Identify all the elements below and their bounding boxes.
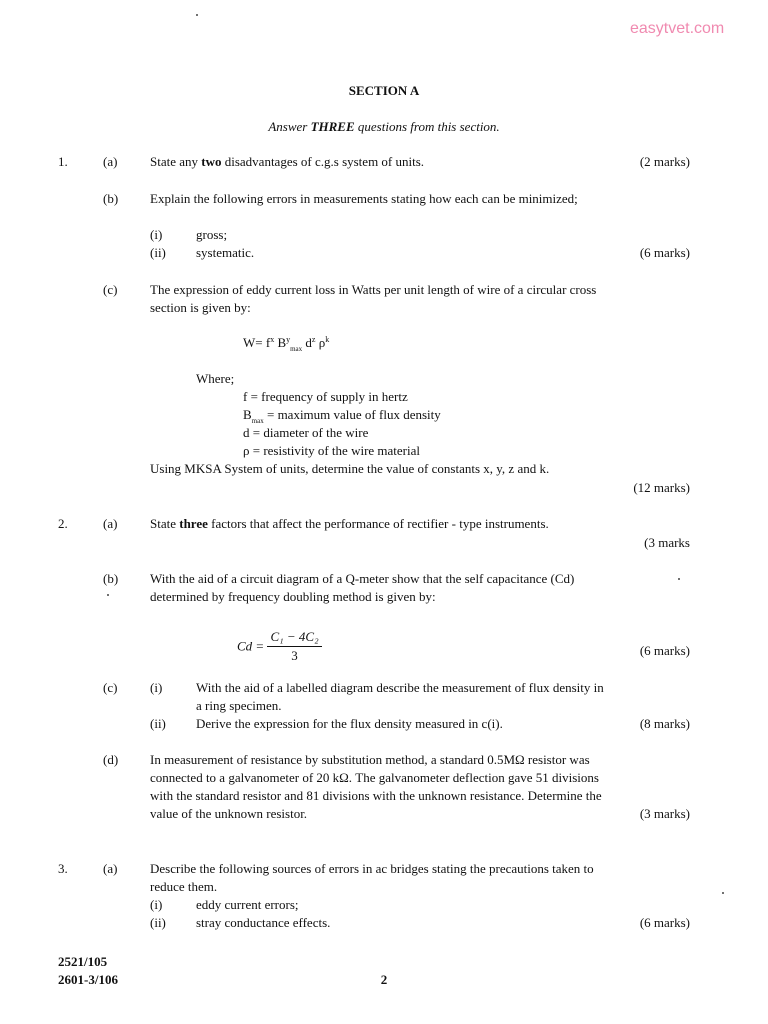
scan-speck [678, 578, 680, 580]
q2d-text-line4: value of the unknown resistor. [150, 806, 308, 821]
q1c-text-line1: The expression of eddy current loss in Watts per unit length of wire of a circular cross [150, 282, 597, 297]
q1b-marks: (6 marks) [639, 245, 690, 260]
definition-line: $B_{max}$ = maximum value of flux density [243, 407, 441, 425]
q2b-label: (b) [103, 571, 119, 586]
scan-speck [107, 594, 109, 596]
q2d-label: (d) [103, 752, 119, 767]
q2c-ii-text: Derive the expression for the flux density measured in c(i). [196, 716, 503, 731]
q1b-item-text: gross; [196, 227, 228, 242]
q1-number: 1. [58, 154, 68, 169]
self-capacitance-formula: Cd = $\frac{\text{C₁ − 4C₂}}{3}$ [237, 628, 322, 665]
q1a-text: State any two disadvantages of c.g.s system of units. [150, 154, 425, 169]
definition-line: f = frequency of supply in hertz [243, 389, 408, 404]
footer-code-1: 2521/105 [58, 954, 108, 969]
q2d-marks: (3 marks) [639, 806, 690, 821]
q2c-i-line1: With the aid of a labelled diagram describe the measurement of flux density in [196, 680, 604, 695]
q2c-i-line2: a ring specimen. [196, 698, 282, 713]
q2a-text: State three factors that affect the performance of rectifier - type instruments. [150, 516, 549, 531]
q3a-item-label: (i) [150, 897, 163, 912]
q2c-i-label: (i) [150, 680, 163, 695]
q1c-using-text: Using MKSA System of units, determine the value of constants x, y, z and k. [150, 461, 550, 476]
q2c-label: (c) [103, 680, 118, 695]
q3a-text-line1: Describe the following sources of errors in ac bridges stating the precautions taken to [150, 861, 594, 876]
q3-number: 3. [58, 861, 68, 876]
q3a-marks: (6 marks) [639, 915, 690, 930]
q2a-label: (a) [103, 516, 118, 531]
q2b-marks: (6 marks) [639, 643, 690, 658]
watermark: easytvet.com [630, 20, 725, 37]
q1b-text: Explain the following errors in measurements stating how each can be minimized; [150, 191, 578, 206]
q3a-item-text: stray conductance effects. [196, 915, 331, 930]
q2a-marks: (3 marks [644, 535, 690, 550]
q1b-item-label: (ii) [150, 245, 166, 260]
eddy-current-formula: $W= f^x$ $B^y_{max}$ $d^z$ $\rho^k$ [243, 335, 330, 353]
where-label: Where; [196, 371, 235, 386]
q2b-text-line2: determined by frequency doubling method is given by: [150, 589, 436, 604]
q2d-text-line3: with the standard resistor and 81 divisions with the unknown resistance. Determine the [150, 788, 602, 803]
q1c-label: (c) [103, 282, 118, 297]
q1a-marks: (2 marks) [639, 154, 690, 169]
q1b-label: (b) [103, 191, 119, 206]
footer-code-2: 2601-3/106 [58, 972, 118, 987]
q2c-ii-label: (ii) [150, 716, 166, 731]
q3a-item-text: eddy current errors; [196, 897, 299, 912]
q2c-marks: (8 marks) [639, 716, 690, 731]
q3a-label: (a) [103, 861, 118, 876]
page-number: 2 [380, 972, 388, 987]
definition-line: ρ = resistivity of the wire material [243, 443, 421, 458]
q1b-item-label: (i) [150, 227, 163, 242]
definition-line: d = diameter of the wire [243, 425, 369, 440]
section-title: SECTION A [348, 83, 420, 98]
q1c-marks: (12 marks) [633, 480, 690, 495]
instruction: Answer THREE questions from this section. [268, 119, 500, 134]
q1c-text-line2: section is given by: [150, 300, 251, 315]
q1b-item-text: systematic. [196, 245, 255, 260]
q1a-label: (a) [103, 154, 118, 169]
q2b-text-line1: With the aid of a circuit diagram of a Q-meter show that the self capacitance (Cd) [150, 571, 575, 586]
q2d-text-line1: In measurement of resistance by substitution method, a standard 0.5MΩ resistor was [150, 752, 590, 767]
scan-speck [722, 892, 724, 894]
q2d-text-line2: connected to a galvanometer of 20 kΩ. The galvanometer deflection gave 51 divisions [150, 770, 599, 785]
q3a-item-label: (ii) [150, 915, 166, 930]
scan-speck [196, 14, 198, 16]
q3a-text-line2: reduce them. [150, 879, 218, 894]
q2-number: 2. [58, 516, 68, 531]
